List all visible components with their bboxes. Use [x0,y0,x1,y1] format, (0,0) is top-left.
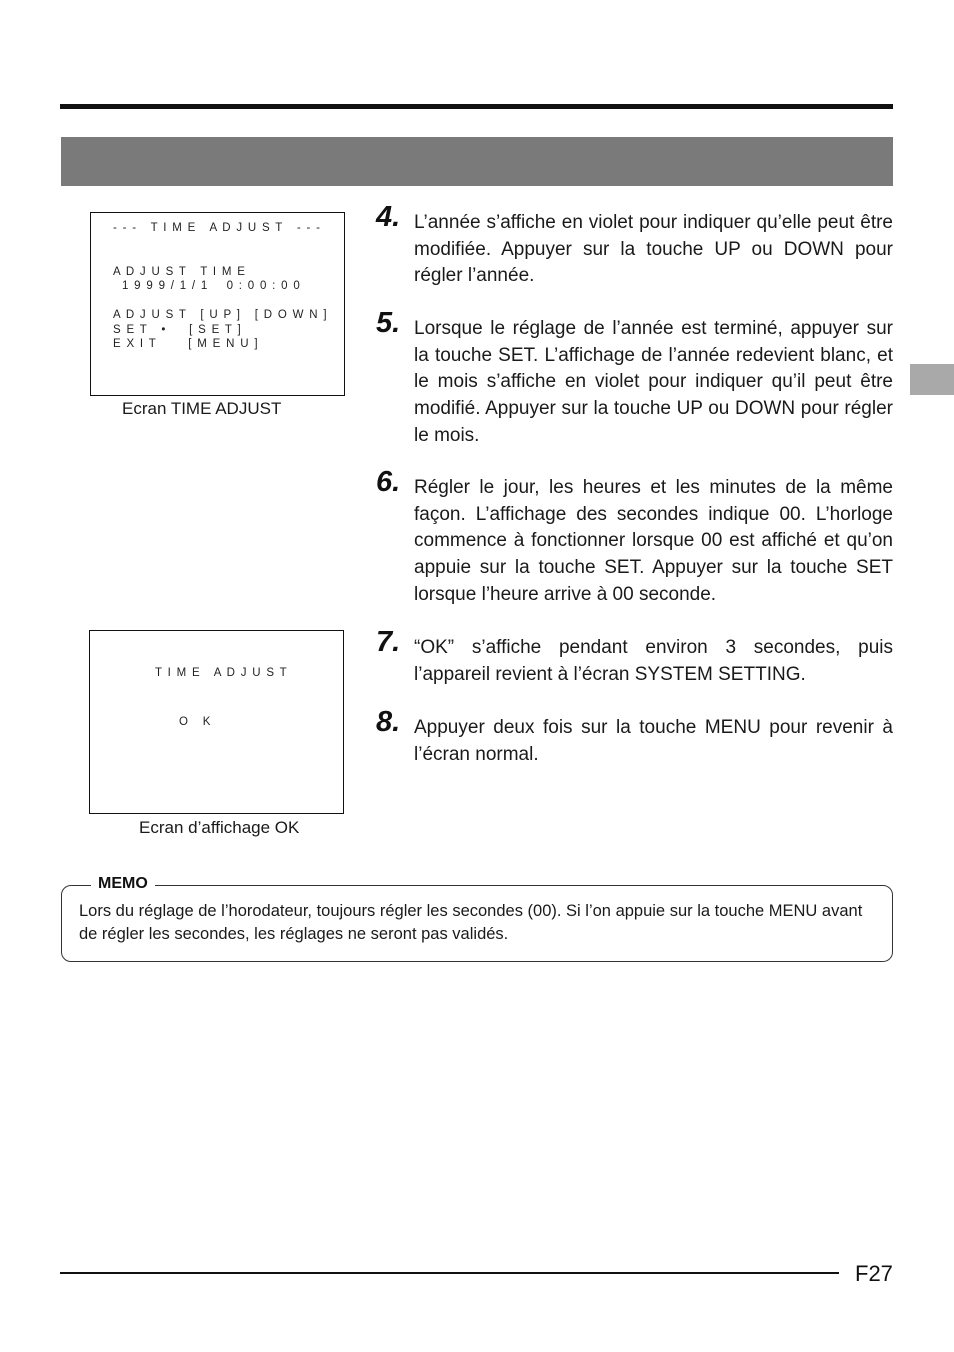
step-text: “OK” s’affiche pendant environ 3 secondes, puis l’appareil revient à l’écran SYSTEM SETTING. [414,637,893,685]
time-adjust-screen [90,212,345,396]
step-7 [376,626,893,688]
step-number: 6. [376,466,401,498]
step-4 [376,201,893,290]
section-header-band [61,137,893,186]
step-number: 4. [376,201,401,233]
step-text: Appuyer deux fois sur la touche MENU pour revenir à l’écran normal. [414,717,893,765]
section-side-tab [910,364,954,395]
bottom-rule [60,1272,839,1274]
step-text: L’année s’affiche en violet pour indiquer qu’elle peut être modifiée. Appuyer sur la touche UP ou DOWN pour régler l’année. [414,212,893,287]
ok-screen-ok: O K [179,716,212,728]
step-number: 5. [376,307,401,339]
memo-title: MEMO [91,875,155,893]
step-6 [376,466,893,609]
step-8 [376,706,893,768]
ok-screen [89,630,344,814]
step-number: 7. [376,626,401,658]
time-adjust-caption: Ecran TIME ADJUST [122,399,282,418]
time-adjust-screen-text: - - - T I M E A D J U S T - - - A D J U S T T I M E 1 9 9 9 / 1 / 1 0 : 0 0 : 0 0 A D J U S T [ U P ] [ D O W N ] S E T • [ S E T ] E X I T [ M E N U ] [113,222,328,350]
ok-caption: Ecran d’affichage OK [139,818,300,837]
ok-screen-title: T I M E A D J U S T [155,667,288,679]
step-number: 8. [376,706,401,738]
page-number: F27 [855,1261,893,1286]
top-rule [60,104,893,109]
step-text: Lorsque le réglage de l’année est terminé, appuyer sur la touche SET. L’affichage de l’année redevient blanc, et le mois s’affiche en violet pour indiquer qu’il peut être modifié. Appuyer sur la touche UP ou DOWN pour régler le mois. [414,318,893,446]
step-text: Régler le jour, les heures et les minutes de la même façon. L’affichage des secondes indique 00. L’horloge commence à fonctionner lorsque 00 est affiché et qu’on appuie sur la touche SET. Appuyer sur la touche SET lorsque l’heure arrive à 00 seconde. [414,477,893,605]
memo-text: Lors du réglage de l’horodateur, toujours régler les secondes (00). Si l’on appuie sur la touche MENU avant de régler les secondes, les réglages ne seront pas validés. [79,902,863,943]
step-5 [376,307,893,450]
